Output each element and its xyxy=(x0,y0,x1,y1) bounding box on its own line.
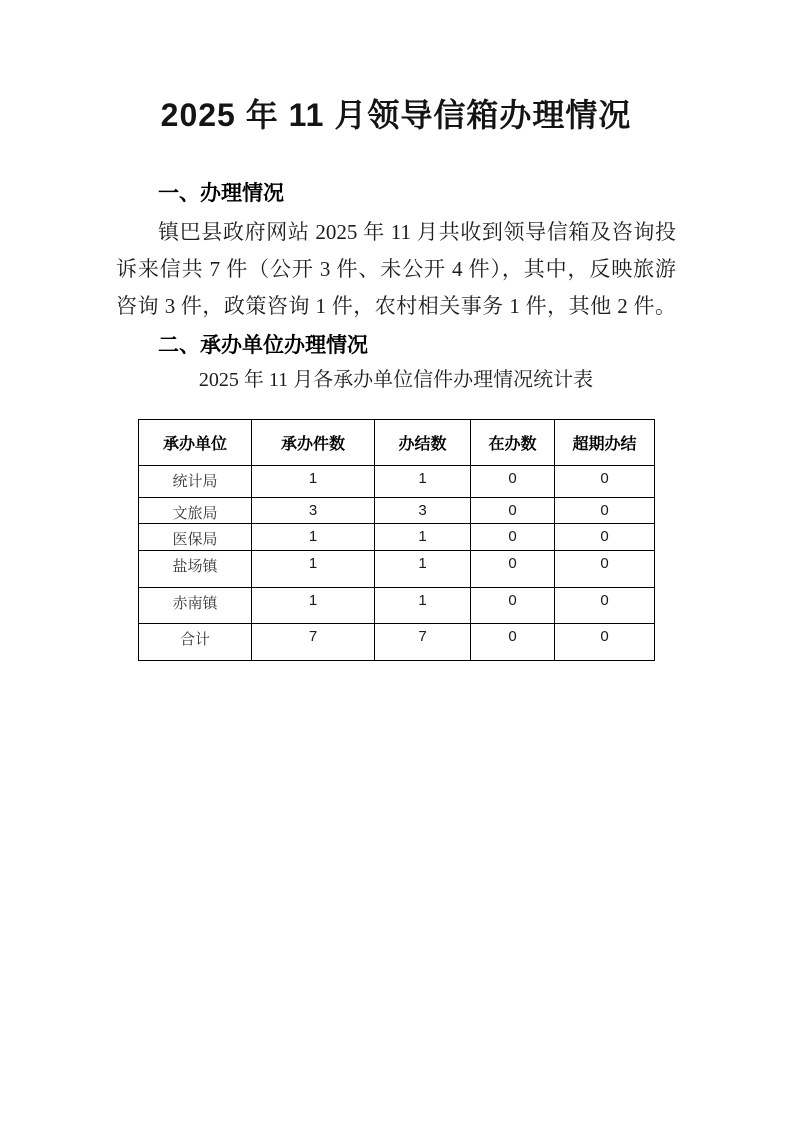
table-row xyxy=(139,524,655,551)
paragraph-line: 镇巴县政府网站 2025 年 11 月共收到领导信箱及咨询投 xyxy=(158,220,676,244)
column-header-in-progress: 在办数 xyxy=(471,420,555,466)
table-row xyxy=(139,498,655,524)
column-header-completed: 办结数 xyxy=(375,420,471,466)
paragraph-line: 咨询 3 件，政策咨询 1 件，农村相关事务 1 件，其他 2 件。 xyxy=(116,294,676,318)
statistics-table xyxy=(138,419,655,661)
table-header-row xyxy=(139,420,655,466)
cell-unit-name: 盐场镇 xyxy=(139,551,252,588)
cell-value: 0 xyxy=(555,551,655,588)
table-row xyxy=(139,466,655,498)
cell-value: 0 xyxy=(555,498,655,524)
cell-value: 0 xyxy=(555,466,655,498)
cell-value: 0 xyxy=(471,624,555,661)
cell-value: 1 xyxy=(252,588,375,624)
cell-value: 7 xyxy=(252,624,375,661)
cell-unit-name: 统计局 xyxy=(139,466,252,498)
cell-value: 3 xyxy=(252,498,375,524)
cell-value: 1 xyxy=(252,466,375,498)
cell-value: 7 xyxy=(375,624,471,661)
column-header-undertaken: 承办件数 xyxy=(252,420,375,466)
column-header-overdue: 超期办结 xyxy=(555,420,655,466)
cell-value: 0 xyxy=(555,588,655,624)
page-title: 2025 年 11 月领导信箱办理情况 xyxy=(160,97,632,133)
cell-value: 1 xyxy=(375,524,471,551)
column-header-unit: 承办单位 xyxy=(139,420,252,466)
cell-value: 0 xyxy=(471,498,555,524)
cell-unit-name: 赤南镇 xyxy=(139,588,252,624)
cell-value: 1 xyxy=(252,524,375,551)
cell-value: 3 xyxy=(375,498,471,524)
cell-value: 0 xyxy=(471,588,555,624)
cell-value: 0 xyxy=(471,524,555,551)
cell-value: 0 xyxy=(555,524,655,551)
handling-paragraph xyxy=(116,214,676,325)
cell-value: 0 xyxy=(471,466,555,498)
cell-value: 1 xyxy=(252,551,375,588)
cell-value: 1 xyxy=(375,588,471,624)
cell-value: 0 xyxy=(471,551,555,588)
section-heading-undertakers: 二、承办单位办理情况 xyxy=(158,334,368,357)
paragraph-line: 诉来信共 7 件（公开 3 件、未公开 4 件），其中，反映旅游 xyxy=(116,257,676,281)
cell-unit-name: 医保局 xyxy=(139,524,252,551)
cell-unit-name: 文旅局 xyxy=(139,498,252,524)
cell-value: 0 xyxy=(555,624,655,661)
cell-value: 1 xyxy=(375,466,471,498)
table-total-row xyxy=(139,624,655,661)
section-heading-handling: 一、办理情况 xyxy=(158,182,284,205)
table-row xyxy=(139,588,655,624)
table-caption: 2025 年 11 月各承办单位信件办理情况统计表 xyxy=(198,369,594,391)
cell-value: 1 xyxy=(375,551,471,588)
cell-total-label: 合计 xyxy=(139,624,252,661)
table-row xyxy=(139,551,655,588)
